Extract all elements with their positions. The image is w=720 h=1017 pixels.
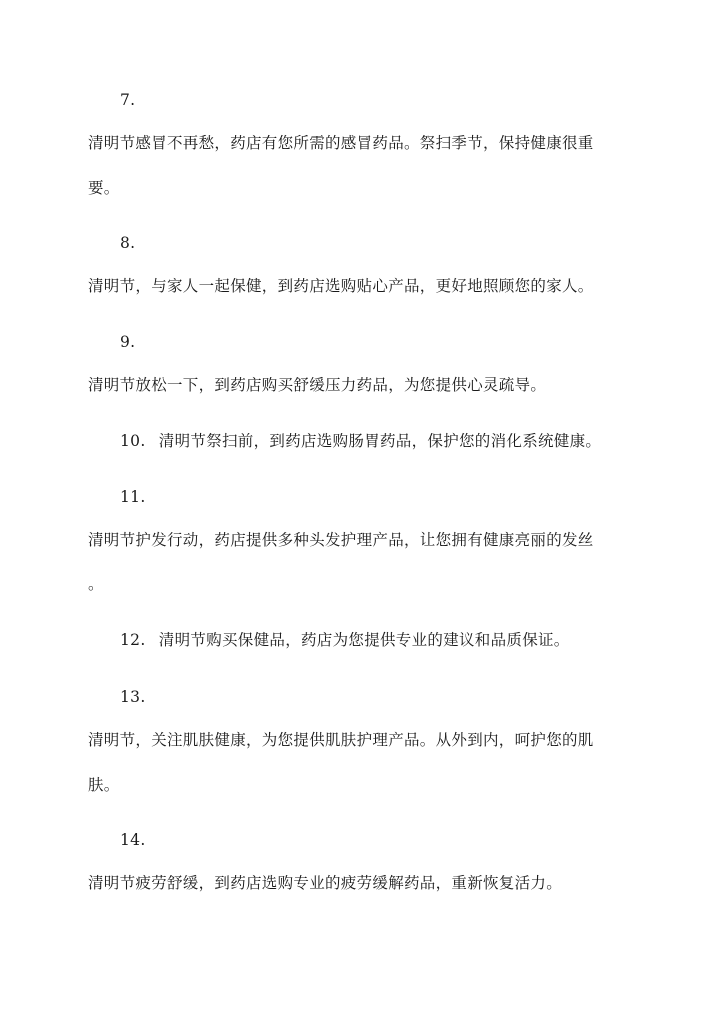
item-8-number: 8. [120,234,136,252]
item-13-number: 13. [120,688,146,706]
item-12-text: 清明节购买保健品，药店为您提供专业的建议和品质保证。 [158,631,570,649]
item-10-text: 清明节祭扫前，到药店选购肠胃药品，保护您的消化系统健康。 [158,432,602,450]
item-7-text-line-2: 要。 [88,179,120,197]
item-7-text-line-1: 清明节感冒不再愁，药店有您所需的感冒药品。祭扫季节，保持健康很重 [88,134,594,152]
item-8-text-line-1: 清明节，与家人一起保健，到药店选购贴心产品，更好地照顾您的家人。 [88,277,594,295]
item-12-number: 12. [120,631,146,649]
item-11-number: 11. [120,488,146,506]
item-10-number: 10. [120,432,146,450]
item-13-text-line-1: 清明节，关注肌肤健康，为您提供肌肤护理产品。从外到内，呵护您的肌 [88,731,594,749]
item-10-row [120,431,680,451]
item-11-text-line-1: 清明节护发行动，药店提供多种头发护理产品，让您拥有健康亮丽的发丝 [88,531,594,549]
item-11-text-line-2: 。 [88,575,104,593]
item-9-number: 9. [120,333,136,351]
item-13-text-line-2: 肤。 [88,776,120,794]
item-12-row [120,630,680,650]
item-14-number: 14. [120,831,146,849]
item-7-number: 7. [120,91,136,109]
item-9-text-line-1: 清明节放松一下，到药店购买舒缓压力药品，为您提供心灵疏导。 [88,376,547,394]
item-14-text-line-1: 清明节疲劳舒缓，到药店选购专业的疲劳缓解药品，重新恢复活力。 [88,874,563,892]
